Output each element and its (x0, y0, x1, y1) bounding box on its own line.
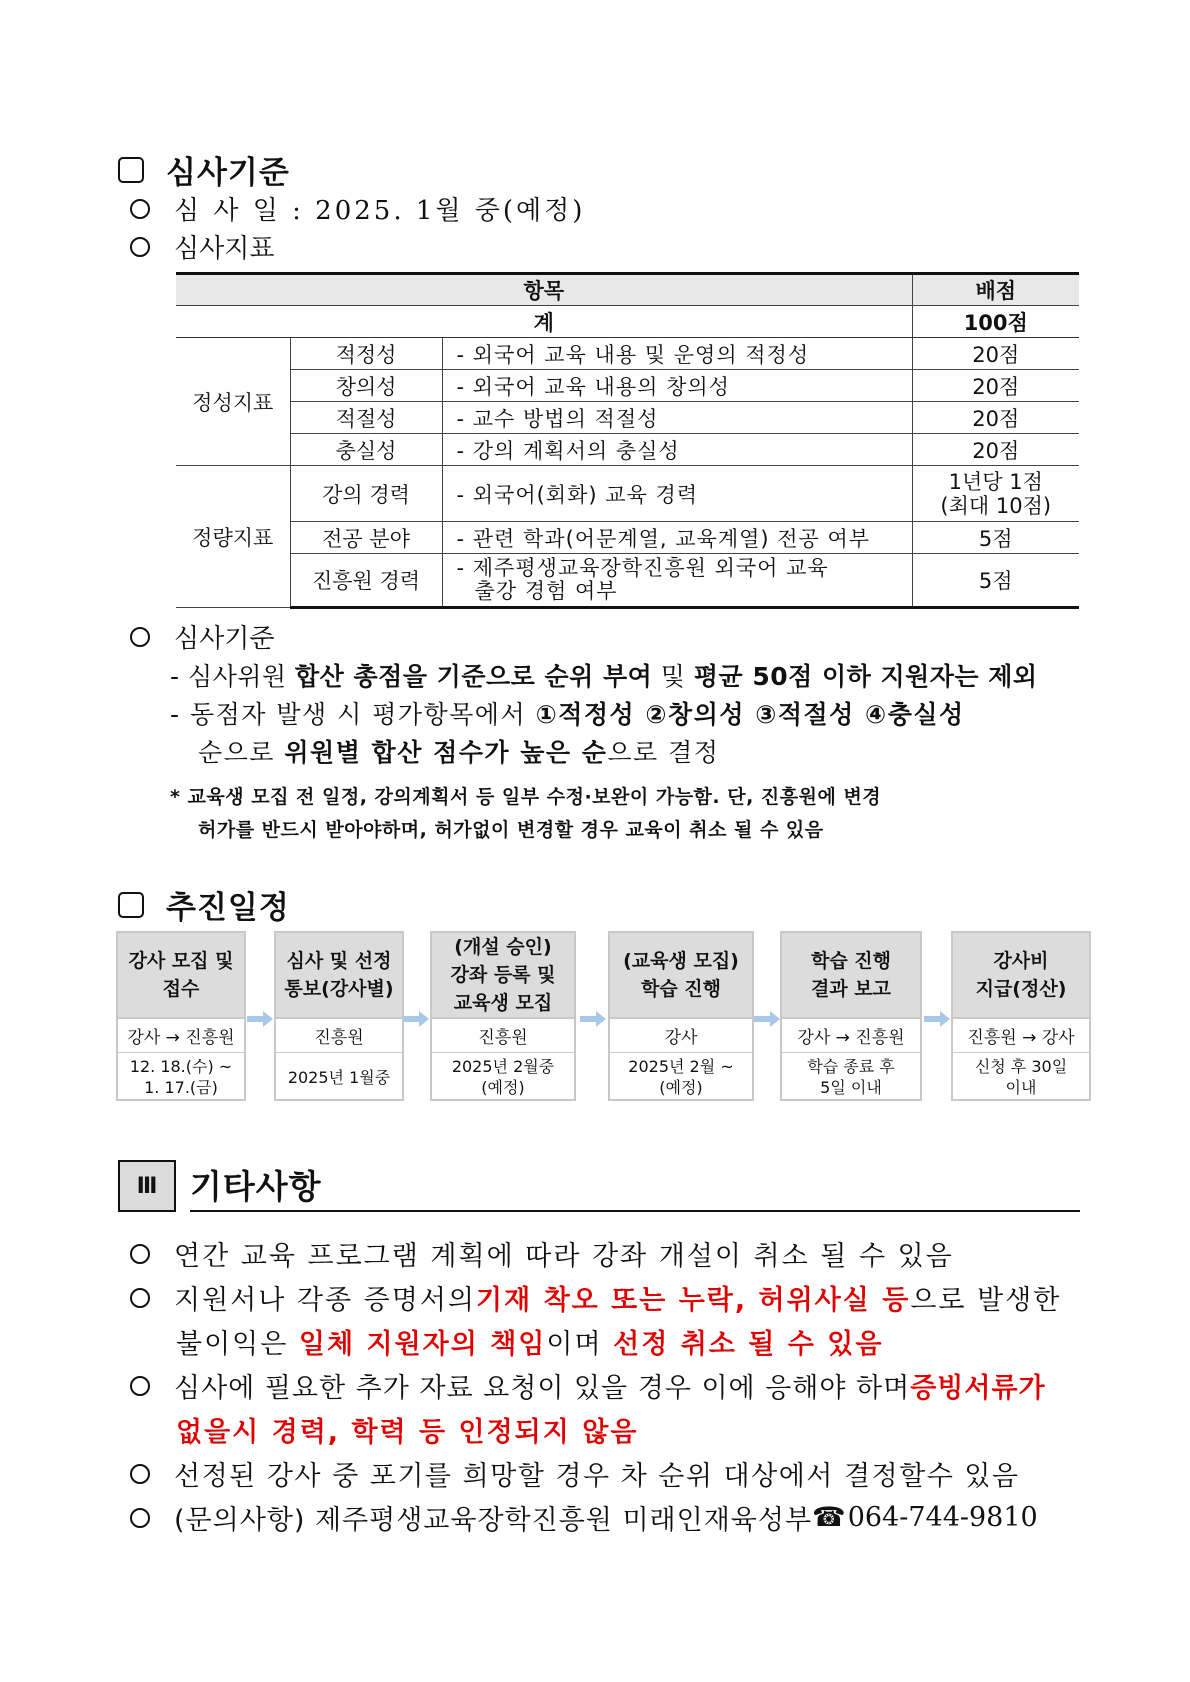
step-title-line: 통보(강사별) (284, 978, 394, 1000)
header-item: 항목 (176, 274, 912, 306)
step-title-line: (교육생 모집) (623, 950, 739, 972)
section-heading-etc (118, 1160, 1080, 1212)
text-segment: 이며 (546, 1329, 614, 1360)
arrow-right-icon (754, 1011, 780, 1027)
step-who: 진흥원 (432, 1019, 574, 1053)
row-desc-line1: - 제주평생교육장학진흥원 외국어 교육 (456, 556, 829, 580)
section-title: 추진일정 (166, 890, 290, 926)
section-heading-schedule (118, 882, 290, 927)
etc-item-2-cont (176, 1322, 883, 1361)
criteria-item-2 (170, 695, 965, 731)
step-when (432, 1053, 574, 1101)
circle-bullet-icon (130, 1508, 150, 1528)
criteria-item-1 (170, 657, 1038, 693)
criteria-line (130, 618, 274, 655)
square-bullet-icon (118, 892, 144, 918)
phone-icon: ☎ (812, 1502, 848, 1533)
table-row (176, 466, 1079, 522)
step-when-line: 이내 (1005, 1078, 1037, 1097)
row-score: 5점 (912, 522, 1079, 554)
row-name: 충실성 (290, 434, 442, 466)
arrow-right-icon (924, 1011, 950, 1027)
contact-label: (문의사항) 제주평생교육장학진흥원 미래인재육성부 (174, 1505, 813, 1536)
step-title (118, 933, 244, 1019)
criteria-item-2-cont (198, 733, 719, 769)
row-name: 전공 분야 (290, 522, 442, 554)
row-score: 5점 (912, 554, 1079, 608)
step-when-line: 신청 후 30일 (974, 1057, 1068, 1076)
text-segment: 순으로 (198, 738, 285, 767)
text-segment: 불이익은 (176, 1329, 299, 1360)
text-segment: - 심사위원 (170, 662, 296, 691)
process-step-1 (116, 931, 246, 1101)
table-row (176, 522, 1079, 554)
step-when-line: (예정) (481, 1078, 525, 1097)
emphasis-red-text: 선정 취소 될 수 있음 (613, 1329, 884, 1360)
step-title (953, 933, 1089, 1019)
row-score (912, 466, 1079, 522)
etc-item-5 (130, 1498, 1038, 1537)
review-date-line (130, 190, 585, 227)
review-index-line (130, 228, 274, 265)
table-row (176, 402, 1079, 434)
phone-number: 064-744-9810 (847, 1502, 1038, 1533)
table-row (176, 338, 1079, 370)
criteria-note-2: 허가를 반드시 받아야하며, 허가없이 변경할 경우 교육이 취소 될 수 있음 (198, 819, 824, 841)
text-segment: 및 (652, 662, 694, 691)
step-when-line: 5일 이내 (820, 1078, 882, 1097)
step-when-line: 1. 17.(금) (144, 1078, 218, 1097)
row-desc: - 관련 학과(어문계열, 교육계열) 전공 여부 (442, 522, 912, 554)
roman-numeral-badge: Ⅲ (118, 1160, 176, 1212)
step-title-line: 강좌 등록 및 (450, 964, 556, 986)
arrow-right-icon (580, 1011, 606, 1027)
circle-bullet-icon (130, 1376, 150, 1396)
step-when-line: 2025년 1월중 (287, 1067, 391, 1087)
emphasis-text: 위원별 합산 점수가 높은 순 (284, 738, 608, 767)
table-header-row (176, 274, 1079, 306)
arrow-right-icon (247, 1011, 273, 1027)
review-date-text: 심 사 일 : 2025. 1월 중(예정) (174, 196, 586, 226)
step-who: 강사 → 진흥원 (782, 1019, 920, 1053)
step-title (432, 933, 574, 1019)
step-title-line: 강사 모집 및 (128, 950, 234, 972)
row-name: 적정성 (290, 338, 442, 370)
step-when-line: (예정) (659, 1078, 703, 1097)
text-segment: - 동점자 발생 시 평가항목에서 (170, 700, 536, 729)
row-score: 20점 (912, 402, 1079, 434)
etc-item-2 (130, 1278, 1061, 1317)
row-desc: - 교수 방법의 적절성 (442, 402, 912, 434)
row-desc: - 외국어 교육 내용의 창의성 (442, 370, 912, 402)
process-step-2 (274, 931, 404, 1101)
etc-item-4 (130, 1454, 1020, 1493)
step-when (276, 1053, 402, 1101)
row-desc: - 외국어(회화) 교육 경력 (442, 466, 912, 522)
table-row (176, 434, 1079, 466)
emphasis-text: 합산 총점을 기준으로 순위 부여 (295, 662, 653, 691)
section-title: 기타사항 (190, 1161, 1080, 1212)
row-score: 20점 (912, 434, 1079, 466)
table-row (176, 554, 1079, 608)
emphasis-red-text: 기재 착오 또는 누락, 허위사실 등 (476, 1285, 911, 1316)
circle-bullet-icon (130, 199, 150, 219)
row-name: 창의성 (290, 370, 442, 402)
step-when (953, 1053, 1089, 1101)
etc-text: 연간 교육 프로그램 계획에 따라 강좌 개설이 취소 될 수 있음 (174, 1241, 954, 1272)
text-segment: 지원서나 각종 증명서의 (174, 1285, 476, 1316)
etc-item-1 (130, 1234, 954, 1273)
row-score-line2: (최대 10점) (940, 493, 1052, 518)
step-when-line: 학습 종료 후 (807, 1057, 895, 1076)
table-total-row (176, 306, 1079, 338)
step-title (276, 933, 402, 1019)
square-bullet-icon (118, 157, 144, 183)
text-segment: 으로 결정 (607, 738, 720, 767)
emphasis-text: 평균 50점 이하 지원자는 제외 (693, 662, 1038, 691)
section-title: 심사기준 (166, 155, 290, 191)
step-who: 진흥원 → 강사 (953, 1019, 1089, 1053)
process-step-4 (608, 931, 754, 1101)
row-desc: - 외국어 교육 내용 및 운영의 적정성 (442, 338, 912, 370)
row-desc: - 강의 계획서의 충실성 (442, 434, 912, 466)
row-name: 적절성 (290, 402, 442, 434)
row-score: 20점 (912, 370, 1079, 402)
circle-bullet-icon (130, 237, 150, 257)
step-when-line: 2025년 2월 ~ (628, 1057, 734, 1076)
step-title-line: 결과 보고 (810, 978, 892, 1000)
step-title-line: 강사비 (993, 950, 1049, 972)
circle-bullet-icon (130, 1244, 150, 1264)
total-score: 100점 (912, 306, 1079, 338)
section-heading-review-criteria (118, 147, 290, 192)
step-title-line: 지급(정산) (975, 978, 1067, 1000)
emphasis-red-text: 증빙서류가 (910, 1373, 1046, 1404)
circle-bullet-icon (130, 627, 150, 647)
step-who: 강사 → 진흥원 (118, 1019, 244, 1053)
row-desc (442, 554, 912, 608)
row-desc-line2: 출강 경험 여부 (474, 579, 618, 603)
criteria-note-1: * 교육생 모집 전 일정, 강의계획서 등 일부 수정·보완이 가능함. 단, 진흥원에 변경 (170, 786, 882, 808)
step-title (782, 933, 920, 1019)
step-when-line: 2025년 2월중 (451, 1057, 555, 1076)
step-title-line: 심사 및 선정 (286, 950, 392, 972)
process-step-3 (430, 931, 576, 1101)
step-who: 진흥원 (276, 1019, 402, 1053)
process-step-6 (951, 931, 1091, 1101)
group-quantitative: 정량지표 (176, 466, 290, 608)
step-title-line: 접수 (162, 978, 200, 1000)
step-title-line: 교육생 모집 (453, 992, 553, 1014)
emphasis-red-text: 일체 지원자의 책임 (298, 1329, 547, 1360)
etc-item-3-cont (176, 1410, 638, 1449)
step-title (610, 933, 752, 1019)
arrow-right-icon (403, 1011, 429, 1027)
step-when (782, 1053, 920, 1101)
criteria-label: 심사기준 (174, 624, 275, 654)
row-name: 강의 경력 (290, 466, 442, 522)
step-when (610, 1053, 752, 1101)
review-index-label: 심사지표 (174, 234, 275, 264)
emphasis-red-text: 없을시 경력, 학력 등 인정되지 않음 (176, 1417, 639, 1448)
emphasis-text: ①적정성 ②창의성 ③적절성 ④충실성 (535, 700, 965, 729)
step-when (118, 1053, 244, 1101)
step-title-line: 학습 진행 (810, 950, 892, 972)
text-segment: 으로 발생한 (910, 1285, 1062, 1316)
etc-item-3 (130, 1366, 1046, 1405)
step-title-line: 학습 진행 (640, 978, 721, 1000)
total-label: 계 (176, 306, 912, 338)
row-name: 진흥원 경력 (290, 554, 442, 608)
step-title-line: (개설 승인) (454, 936, 552, 958)
process-step-5 (780, 931, 922, 1101)
criteria-table (176, 272, 1079, 609)
text-segment: 심사에 필요한 추가 자료 요청이 있을 경우 이에 응해야 하며 (174, 1373, 911, 1404)
etc-text: 선정된 강사 중 포기를 희망할 경우 차 순위 대상에서 결정할수 있음 (174, 1461, 1020, 1492)
table-row (176, 370, 1079, 402)
header-score: 배점 (912, 274, 1079, 306)
circle-bullet-icon (130, 1464, 150, 1484)
step-who: 강사 (610, 1019, 752, 1053)
step-when-line: 12. 18.(수) ~ (129, 1057, 233, 1076)
row-score: 20점 (912, 338, 1079, 370)
row-score-line1: 1년당 1점 (948, 469, 1043, 494)
group-qualitative: 정성지표 (176, 338, 290, 466)
circle-bullet-icon (130, 1288, 150, 1308)
